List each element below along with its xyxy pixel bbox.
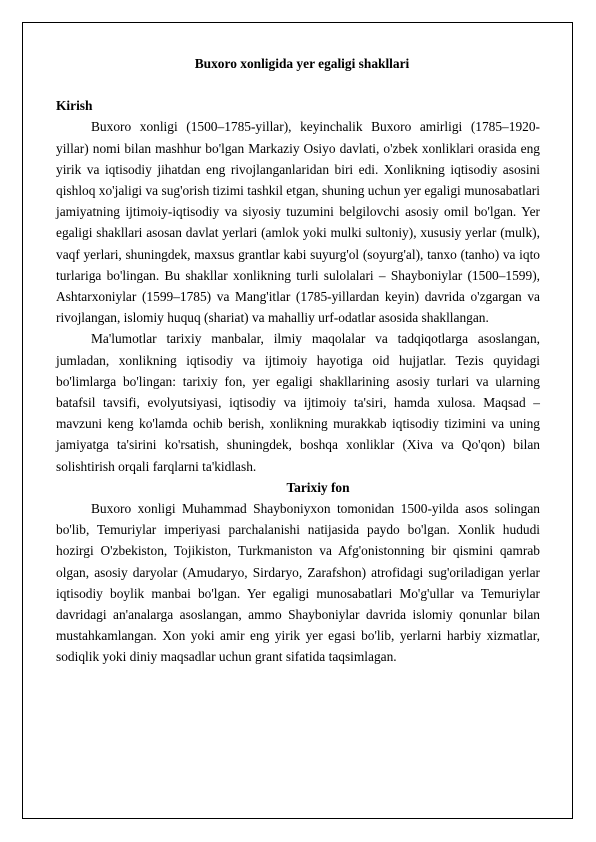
section-heading-background: Tarixiy fon — [286, 479, 350, 495]
paragraph-intro-1: Buxoro xonligi (1500–1785-yillar), keyinchalik Buxoro amirligi (1785–1920-yillar) nomi bilan mashhur bo'lgan Markaziy Osiyo davlati, o'zbek xonliklari orasida eng yirik va iqtisodiy jihatdan eng rivojlanganlaridan biri edi. Xonlikning iqtisodiy asosini qishloq xo'jaligi va sug'orish tizimi tashkil etgan, shuning uchun yer egaligi munosabatlari jamiyatning ijtimoiy-iqtisodiy va siyosiy tuzumini belgilovchi asosiy omil bo'lgan. Yer egaligi shakllari asosan davlat yerlari (amlok yoki mulki sultoniy), xususiy yerlar (mulk), vaqf yerlari, shuningdek, maxsus grantlar kabi suyurg'ol (soyurg'al), tanxo (tanho) va iqto turlariga bo'lingan. Bu shakllar xonlikning turli sulolalari – Shayboniylar (1500–1599), Ashtarxoniylar (1599–1785) va Mang'itlar (1785-yillardan keyin) davrida o'zgargan va rivojlangan, islomiy huquq (shariat) va mahalliy urf-odatlar asosida shakllangan. — [56, 119, 540, 326]
section-heading-intro: Kirish — [56, 98, 93, 114]
paragraph-background-1: Buxoro xonligi Muhammad Shayboniyxon tomonidan 1500-yilda asos solingan bo'lib, Temuriylar imperiyasi parchalanishi natijasida paydo bo'lgan. Xonlik hududi hozirgi O'zbekiston, Tojikiston, Turkmaniston va Afg'onistonning bir qismini qamrab olgan, asosiy daryolar (Amudaryo, Sirdaryo, Zarafshon) atrofidagi sug'oriladigan yerlar iqtisodiy boylik manbai bo'lgan. Yer egaligi munosabatlari Mo'g'ullar va Temuriylar davridagi an'analarga asoslangan, ammo Shayboniylar davrida islomiy qonunlar bilan mustahkamlangan. Xon yoki amir eng yirik yer egasi bo'lib, yerlarni harbiy xizmatlar, sodiqlik yoki diniy maqsadlar uchun grant sifatida taqsimlagan. — [56, 501, 540, 665]
document-body — [56, 53, 540, 668]
document-title: Buxoro xonligida yer egaligi shakllari — [194, 56, 410, 71]
paragraph-intro-2: Ma'lumotlar tarixiy manbalar, ilmiy maqolalar va tadqiqotlarga asoslangan, jumladan, xonlikning iqtisodiy va ijtimoiy hayotiga oid hujjatlar. Tezis quyidagi bo'limlarga bo'lingan: tarixiy fon, yer egaligi shakllarining asosiy turlari va ularning batafsil tavsifi, evolyutsiyasi, iqtisodiy va ijtimoiy ta'siri, hamda xulosa. Maqsad – mavzuni keng ko'lamda ochib berish, xonlikning murakkab iqtisodiy tizimini va uning jamiyatga ta'sirini ko'rsatish, shuningdek, boshqa xonliklar (Xiva va Qo'qon) bilan solishtirish orqali farqlarni ta'kidlash. — [56, 331, 540, 474]
